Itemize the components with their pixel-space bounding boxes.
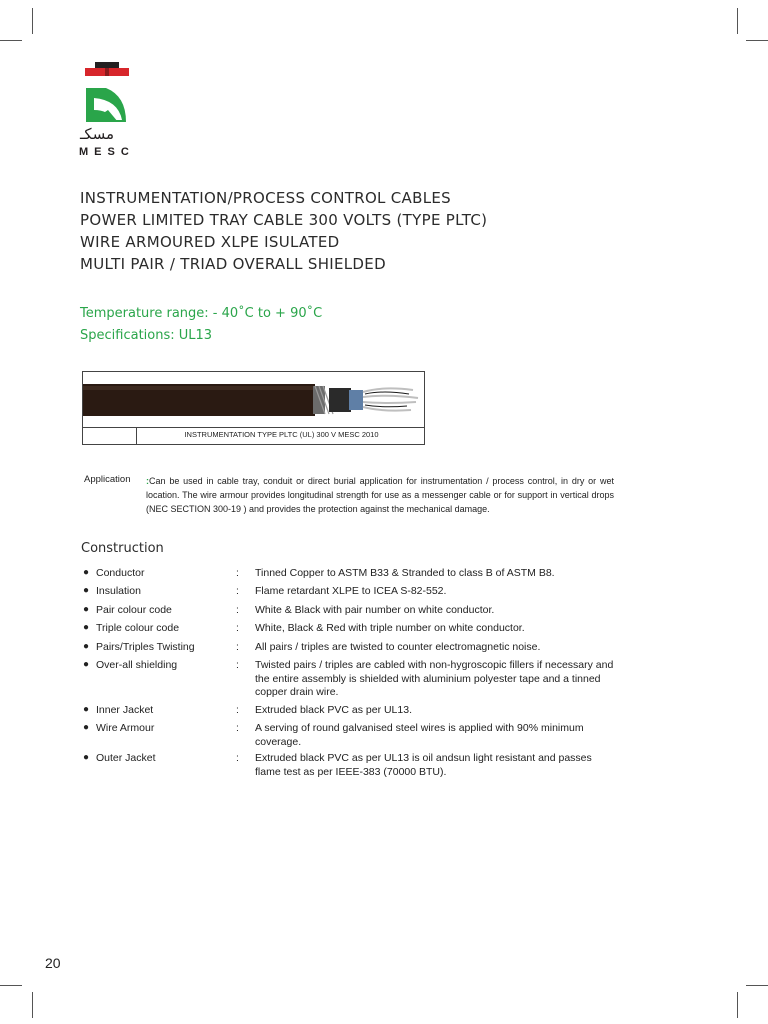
bullet-icon: ●	[83, 752, 90, 763]
bullet-icon: ●	[83, 641, 90, 652]
crop-mark	[0, 985, 22, 986]
construction-value: Tinned Copper to ASTM B33 & Stranded to class B of ASTM B8.	[255, 567, 555, 579]
construction-label: Conductor	[96, 567, 145, 579]
construction-value: Flame retardant XLPE to ICEA S-82-552.	[255, 585, 447, 597]
mesc-logo	[78, 60, 148, 160]
spec-summary	[80, 303, 322, 347]
bullet-icon: ●	[83, 722, 90, 733]
bullet-icon: ●	[83, 622, 90, 633]
separator: :	[236, 704, 239, 716]
specifications: Specifications: UL13	[80, 328, 213, 343]
construction-value: All pairs / triples are twisted to counter electromagnetic noise.	[255, 641, 541, 653]
cable-caption: INSTRUMENTATION TYPE PLTC (UL) 300 V MESC 2010	[184, 430, 379, 439]
application-text	[146, 474, 614, 516]
construction-label: Over-all shielding	[96, 659, 178, 671]
construction-value: White & Black with pair number on white conductor.	[255, 604, 495, 616]
separator: :	[236, 567, 239, 579]
application-colon: :	[146, 476, 149, 486]
divider	[136, 428, 137, 444]
construction-label: Insulation	[96, 585, 141, 597]
temperature-range: Temperature range: - 40˚C to + 90˚C	[80, 306, 323, 321]
construction-label: Triple colour code	[96, 622, 180, 634]
bullet-icon: ●	[83, 585, 90, 596]
construction-value: Extruded black PVC as per UL13 is oil andsun light resistant and passes flame test as per IEEE-383 (70000 BTU).	[255, 752, 592, 778]
bullet-icon: ●	[83, 604, 90, 615]
construction-heading: Construction	[81, 541, 164, 556]
construction-label: Inner Jacket	[96, 704, 154, 716]
cable-caption-row	[83, 427, 424, 444]
crop-mark	[746, 40, 768, 41]
document-title	[80, 187, 680, 275]
construction-value: White, Black & Red with triple number on white conductor.	[255, 622, 525, 634]
application-body: Can be used in cable tray, conduit or direct burial application for instrumentation / process control, in dry or wet location. The wire armour provides longitudinal strength for use as a messenger cable or for support in vertical drops (NEC SECTION 300-19 ) and provides the protection against the mechanical damage.	[146, 476, 614, 514]
bullet-icon: ●	[83, 567, 90, 578]
title-line: POWER LIMITED TRAY CABLE 300 VOLTS (TYPE PLTC)	[80, 211, 488, 229]
construction-label: Outer Jacket	[96, 752, 156, 764]
crop-mark	[737, 992, 738, 1018]
cable-image	[83, 372, 424, 428]
cable-illustration	[82, 371, 425, 445]
bullet-icon: ●	[83, 659, 90, 670]
logo-arabic-text: مسكـ	[80, 125, 115, 143]
title-line: WIRE ARMOURED XLPE ISULATED	[80, 233, 340, 251]
construction-value: Twisted pairs / triples are cabled with non-hygroscopic fillers if necessary and the entire assembly is shielded with aluminium polyester tape and a tinned copper drain wire.	[255, 659, 614, 698]
construction-label: Wire Armour	[96, 722, 155, 734]
separator: :	[236, 604, 239, 616]
crop-mark	[0, 40, 22, 41]
separator: :	[236, 659, 239, 671]
separator: :	[236, 722, 239, 734]
separator: :	[236, 641, 239, 653]
construction-label: Pairs/Triples Twisting	[96, 641, 195, 653]
construction-value: A serving of round galvanised steel wires is applied with 90% minimum coverage.	[255, 722, 584, 748]
construction-value: Extruded black PVC as per UL13.	[255, 704, 412, 716]
separator: :	[236, 622, 239, 634]
crop-mark	[32, 8, 33, 34]
title-line: MULTI PAIR / TRIAD OVERALL SHIELDED	[80, 255, 386, 273]
application-label: Application	[84, 474, 131, 485]
crop-mark	[746, 985, 768, 986]
title-line: INSTRUMENTATION/PROCESS CONTROL CABLES	[80, 189, 451, 207]
bullet-icon: ●	[83, 704, 90, 715]
separator: :	[236, 752, 239, 764]
crop-mark	[737, 8, 738, 34]
construction-label: Pair colour code	[96, 604, 172, 616]
crop-mark	[32, 992, 33, 1018]
page-number: 20	[45, 955, 61, 971]
logo-text: MESC	[79, 146, 135, 158]
separator: :	[236, 585, 239, 597]
